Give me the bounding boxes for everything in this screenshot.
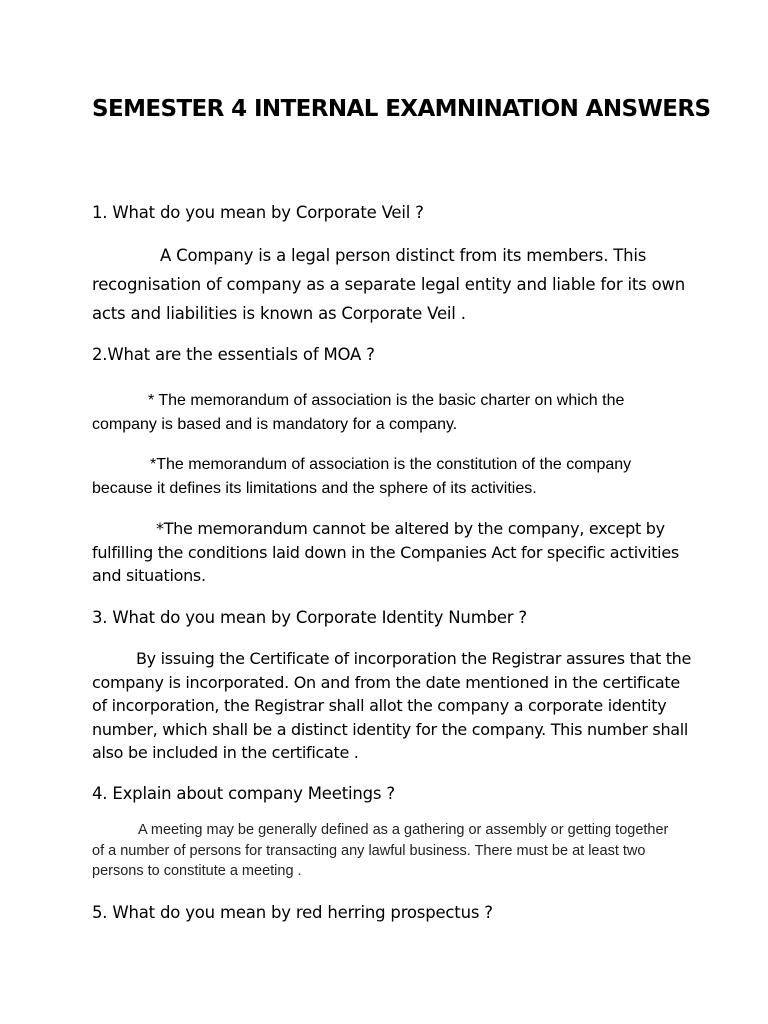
- answer-2-point-2: *The memorandum of association is the constitution of the company because it defines its limitations and the sphere of its activities.: [92, 456, 632, 497]
- document-title: SEMESTER 4 INTERNAL EXAMNINATION ANSWERS: [92, 96, 711, 122]
- answer-1-paragraph: A Company is a legal person distinct from its members. This recognisation of company as a separate legal entity and liable for its own acts and liabilities is known as Corporate Veil .: [92, 246, 686, 323]
- question-3: 3. What do you mean by Corporate Identity Number ?: [92, 608, 527, 627]
- question-2: 2.What are the essentials of MOA ?: [92, 345, 375, 364]
- question-4: 4. Explain about company Meetings ?: [92, 784, 395, 803]
- answer-2-point-3: *The memorandum cannot be altered by the company, except by fulfilling the conditions laid down in the Companies Act for specific activities and situations.: [92, 519, 679, 585]
- answer-2-point-1: * The memorandum of association is the basic charter on which the company is based and is mandatory for a company.: [92, 392, 625, 433]
- answer-4-paragraph: A meeting may be generally defined as a gathering or assembly or getting together of a number of persons for transacting any lawful business. There must be at least two persons to constitute a meeting .: [92, 822, 669, 879]
- question-1: 1. What do you mean by Corporate Veil ?: [92, 203, 424, 222]
- question-5: 5. What do you mean by red herring prospectus ?: [92, 903, 493, 922]
- answer-3-paragraph: By issuing the Certificate of incorporation the Registrar assures that the company is incorporated. On and from the date mentioned in the certificate of incorporation, the Registrar shall allot the company a corporate identity number, which shall be a distinct identity for the company. This number shall also be included in the certificate .: [92, 649, 692, 762]
